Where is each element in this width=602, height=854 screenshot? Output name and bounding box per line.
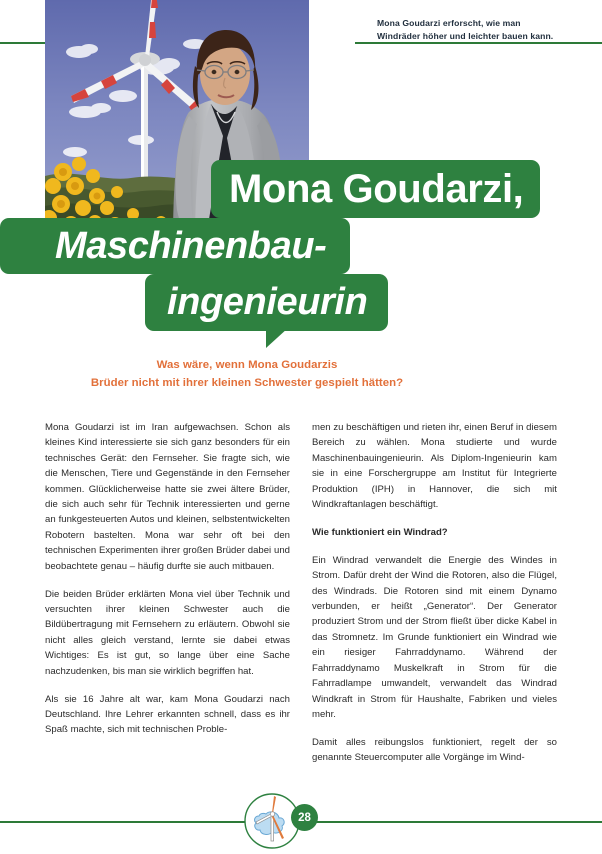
left-paragraph-1: Mona Goudarzi ist im Iran aufgewachsen. Schon als kleines Kind interessierte sie sich ganz besonders für ein technisches Gerät: den Fernseher. Sie fragte sich, wie die Menschen, Tiere und Gegenstände in den Fernseher kommen. Glücklicherweise hatte sie zwei ältere Brüder, die sich auch sehr für Technik interessierten und gerne an funkgesteuerten Autos und kleinen, selbstentwickelten Robotern bastelten. Mona war sehr oft bei den technischen Experimenten ihrer großen Brüder dabei und beobachtete genau – häufig durfte sie auch mitbauen. <box>45 422 290 572</box>
title-line-2: Maschinenbau- <box>0 218 350 274</box>
left-paragraph-2: Die beiden Brüder erklärten Mona viel über Technik und versuchten ihrer kleinen Schwester auch die Bildübertragung mit Fernsehern zu erläutern. Obwohl sie nicht alles gleich verstand, lernte sie dabei etwas Wichtiges: Es ist gut, so lange über eine Sache nachzudenken, bis man sie wirklich begriffen hat. <box>45 588 290 677</box>
right-paragraph-2: Ein Windrad verwandelt die Energie des Windes in Strom. Dafür dreht der Wind die Rotoren, also die Flügel, des Windrads. Die Rotoren sind mit einem Dynamo verbunden, er heißt „Generator“. Der Generator produziert Strom und der Strom fließt über dicke Kabel in das Stromnetz. Im Grunde funktioniert ein Windrad wie ein riesiger Fahrraddynamo. Während der Fahrraddynamo Muskelkraft in Strom für die Fahrradlampe umwandelt, verwandelt das Windrad Windkraft in Strom für Haushalte, Fabriken und vieles mehr. <box>312 554 557 720</box>
caption-line-1: Mona Goudarzi erforscht, wie man <box>377 18 521 28</box>
page-number-badge: 28 <box>291 804 318 831</box>
left-column <box>45 420 290 766</box>
speech-bubble-tail <box>266 328 288 348</box>
article-subtitle <box>47 357 447 392</box>
left-paragraph-3: Als sie 16 Jahre alt war, kam Mona Goudarzi nach Deutschland. Ihre Lehrer erkannten schnell, dass es ihr Spaß machte, sich mit technischen Proble- <box>45 693 290 736</box>
section-heading: Wie funktioniert ein Windrad? <box>312 526 448 538</box>
subtitle-line-2: Brüder nicht mit ihrer kleinen Schwester gespielt hätten? <box>90 376 404 389</box>
article-body <box>45 420 557 766</box>
subtitle-line-1: Was wäre, wenn Mona Goudarzis <box>156 359 338 371</box>
title-line-3: ingenieurin <box>145 274 388 331</box>
right-paragraph-1: men zu beschäftigen und rieten ihr, einen Beruf in diesem Bereich zu wählen. Mona studierte und wurde Maschinenbauingenieurin. Als Diplom-Ingenieurin kam sie in eine Forschergruppe am Institut für Integrierte Produktion (IPH) in Hannover, die sich mit Windkraftanlagen beschäftigt. <box>312 422 557 511</box>
title-speech-bubble <box>0 160 602 345</box>
right-column <box>312 420 557 766</box>
caption-line-2: Windräder höher und leichter bauen kann. <box>377 31 554 42</box>
photo-caption <box>377 17 592 43</box>
right-paragraph-3: Damit alles reibungslos funktioniert, regelt der so genannte Steuercomputer alle Vorgänge im Wind- <box>312 736 557 764</box>
title-line-1: Mona Goudarzi, <box>211 160 540 218</box>
